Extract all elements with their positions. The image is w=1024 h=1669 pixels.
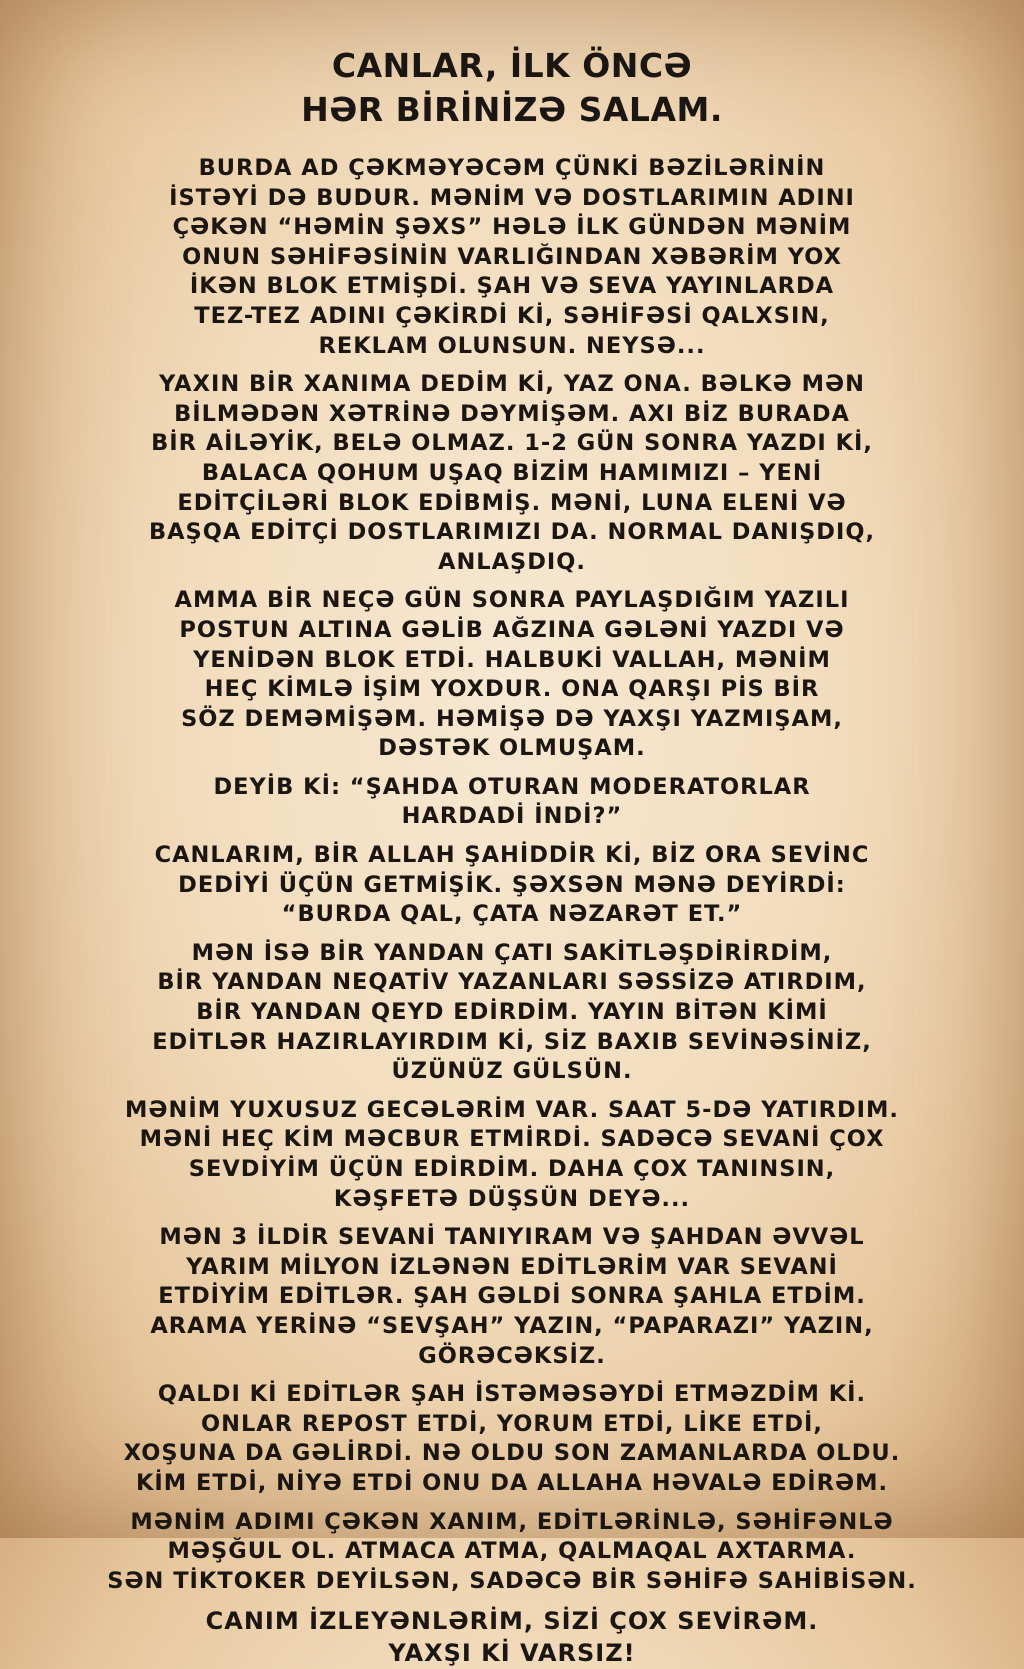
title-line: HƏR BİRİNİZƏ SALAM.: [301, 90, 723, 129]
text-line: AMMA BİR NEÇƏ GÜN SONRA PAYLAŞDIĞIM YAZILI: [174, 587, 850, 614]
text-line: DEYİB Kİ: “ŞAHDA OTURAN MODERATORLAR: [213, 773, 811, 800]
text-line: HARDADİ İNDİ?”: [401, 803, 623, 830]
text-line: SEVDİYİM ÜÇÜN EDİRDİM. DAHA ÇOX TANINSIN,: [188, 1156, 836, 1182]
text-line: ONLAR REPOST ETDİ, YORUM ETDİ, LİKE ETDİ,: [201, 1410, 823, 1437]
paragraph: [60, 939, 964, 1087]
text-line: MƏNİ HEÇ KİM MƏCBUR ETMİRDİ. SADƏCƏ SEVANİ ÇOX: [139, 1126, 885, 1153]
text-line: ARAMA YERİNƏ “SEVŞAH” YAZIN, “PAPARAZI” YAZIN,: [150, 1312, 874, 1339]
text-line: MƏN İSƏ BİR YANDAN ÇATI SAKİTLƏŞDİRİRDİM,: [191, 939, 833, 966]
text-line: İSTƏYİ DƏ BUDUR. MƏNİM VƏ DOSTLARIMIN ADINI: [169, 184, 855, 211]
text-line: “BURDA QAL, ÇATA NƏZARƏT ET.”: [281, 901, 743, 928]
text-line: ÜZÜNÜZ GÜLSÜN.: [391, 1058, 633, 1085]
text-line: CANLARIM, BİR ALLAH ŞAHİDDİR Kİ, BİZ ORA SEVİNC: [154, 842, 870, 869]
paragraph: [60, 1223, 964, 1371]
text-line: MƏŞĞUL OL. ATMACA ATMA, QALMAQAL AXTARMA.: [167, 1538, 857, 1565]
text-line: BİR YANDAN QEYD EDİRDİM. YAYIN BİTƏN KİMİ: [196, 999, 828, 1026]
text-line: ÇƏKƏN “HƏMİN ŞƏXS” HƏLƏ İLK GÜNDƏN MƏNİM: [172, 214, 852, 241]
text-line: SƏN TİKTOKER DEYİLSƏN, SADƏCƏ BİR SƏHİFƏ SAHİBİSƏN.: [107, 1567, 917, 1594]
text-line: TEZ-TEZ ADINI ÇƏKİRDİ Kİ, SƏHİFƏSİ QALXSIN,: [194, 302, 830, 329]
text-line: YAXIN BİR XANIMA DEDİM Kİ, YAZ ONA. BƏLKƏ MƏN: [159, 371, 865, 398]
text-line: HEÇ KİMLƏ İŞİM YOXDUR. ONA QARŞI PİS BİR: [204, 676, 820, 703]
paragraph: [60, 1508, 964, 1597]
text-line: BİR YANDAN NEQATİV YAZANLARI SƏSSİZƏ ATIRDIM,: [157, 969, 867, 996]
text-line: POSTUN ALTINA GƏLİB AĞZINA GƏLƏNİ YAZDI VƏ: [179, 616, 845, 643]
text-line: EDİTLƏR HAZIRLAYIRDIM Kİ, SİZ BAXIB SEVİNƏSİNİZ,: [152, 1028, 872, 1055]
text-line: BİR AİLƏYİK, BELƏ OLMAZ. 1-2 GÜN SONRA YAZDI Kİ,: [151, 430, 873, 457]
paragraph: [60, 1096, 964, 1214]
text-line: BURDA AD ÇƏKMƏYƏCƏM ÇÜNKİ BƏZİLƏRİNİN: [198, 155, 826, 181]
text-line: BALACA QOHUM UŞAQ BİZİM HAMIMIZI – YENİ: [201, 459, 823, 486]
text-line: YENİDƏN BLOK ETDİ. HALBUKİ VALLAH, MƏNİM: [193, 646, 831, 673]
closing-line: CANIM İZLEYƏNLƏRİM, SİZİ ÇOX SEVİRƏM.: [205, 1607, 819, 1636]
text-line: ONUN SƏHİFƏSİNİN VARLIĞINDAN XƏBƏRİM YOX: [182, 243, 842, 270]
paragraph: [60, 1380, 964, 1498]
text-line: QALDI Kİ EDİTLƏR ŞAH İSTƏMƏSƏYDİ ETMƏZDİM Kİ.: [157, 1381, 867, 1408]
text-line: KƏŞFETƏ DÜŞSÜN DEYƏ...: [333, 1185, 691, 1212]
paragraph: [60, 370, 964, 577]
text-line: ANLAŞDIQ.: [438, 548, 586, 575]
text-line: REKLAM OLUNSUN. NEYSƏ...: [318, 332, 706, 359]
text-line: ETDİYİM EDİTLƏR. ŞAH GƏLDİ SONRA ŞAHLA ETDİM.: [158, 1283, 866, 1310]
text-line: KİM ETDİ, NİYƏ ETDİ ONU DA ALLAHA HƏVALƏ EDİRƏM.: [135, 1469, 889, 1496]
paragraph: [60, 154, 964, 361]
text-line: MƏNİM YUXUSUZ GECƏLƏRİM VAR. SAAT 5-DƏ YATIRDIM.: [125, 1096, 899, 1123]
closing-line: YAXŞI Kİ VARSIZ!: [388, 1639, 636, 1668]
text-line: YARIM MİLYON İZLƏNƏN EDİTLƏRİM VAR SEVANİ: [186, 1253, 838, 1280]
text-line: BAŞQA EDİTÇİ DOSTLARIMIZI DA. NORMAL DANIŞDIQ,: [148, 519, 876, 546]
text-line: GÖRƏCƏKSİZ.: [418, 1342, 606, 1369]
paragraph: [60, 586, 964, 764]
text-line: SÖZ DEMƏMİŞƏM. HƏMİŞƏ DƏ YAXŞI YAZMIŞAM,: [181, 705, 843, 732]
text-line: XOŞUNA DA GƏLİRDİ. NƏ OLDU SON ZAMANLARDA OLDU.: [123, 1440, 901, 1467]
text-line: İKƏN BLOK ETMİŞDİ. ŞAH VƏ SEVA YAYINLARDA: [189, 273, 835, 300]
text-line: EDİTÇİLƏRİ BLOK EDİBMİŞ. MƏNİ, LUNA ELENİ VƏ: [177, 489, 847, 516]
text-line: BİLMƏDƏN XƏTRİNƏ DƏYMİŞƏM. AXI BİZ BURADA: [174, 400, 850, 427]
text-line: MƏNİM ADIMI ÇƏKƏN XANIM, EDİTLƏRİNLƏ, SƏHİFƏNLƏ: [130, 1508, 894, 1535]
paragraph: [60, 841, 964, 930]
text-line: MƏN 3 İLDİR SEVANİ TANIYIRAM VƏ ŞAHDAN ƏVVƏL: [159, 1224, 865, 1251]
closing-message: [60, 1605, 964, 1669]
title-line: CANLAR, İLK ÖNCƏ: [331, 46, 693, 85]
letter-title: [60, 44, 964, 132]
text-line: DEDİYİ ÜÇÜN GETMİŞİK. ŞƏXSƏN MƏNƏ DEYİRDİ:: [178, 871, 846, 898]
paragraph: [60, 773, 964, 832]
text-line: DƏSTƏK OLMUŞAM.: [378, 735, 646, 762]
